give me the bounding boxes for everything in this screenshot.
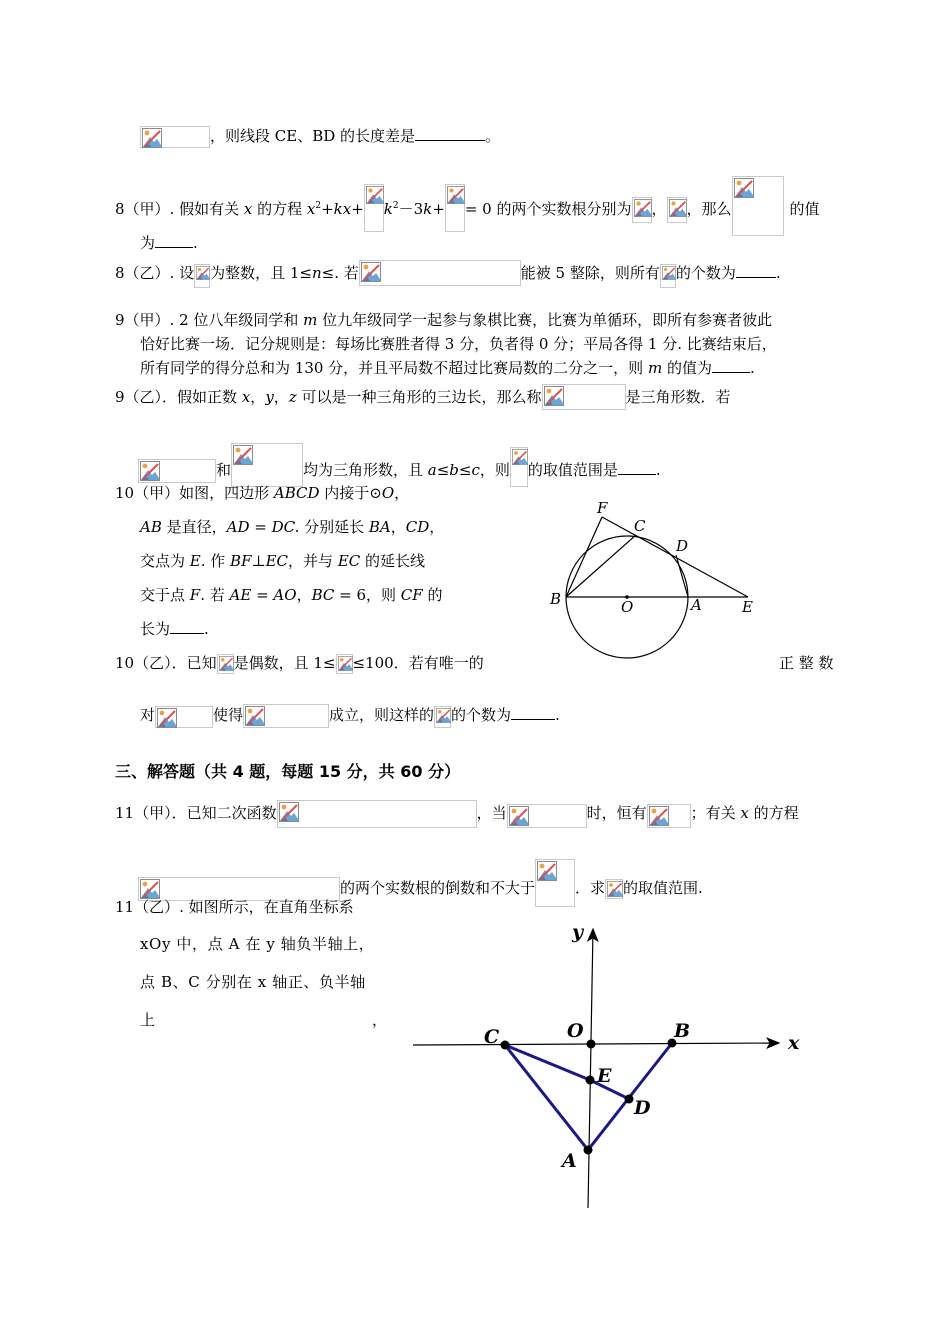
- q11b-line4: 上: [140, 1011, 156, 1029]
- q8a-line2: 为 .: [140, 234, 198, 252]
- circle-figure: [540, 494, 770, 664]
- q8a-line1: 8（甲）. 假如有关 x 的方程 $x^2+kx+$ $k^2-3k+$ = 0 的两个实数根分别为 ， ，那么 的值: [115, 176, 820, 236]
- label-a2: A: [562, 1150, 577, 1172]
- q9b-line1: 9（乙）．假如正数 x，y，z 可以是一种三角形的三边长，那么称 是三角形数．若: [115, 384, 731, 410]
- line-bf: [566, 517, 602, 597]
- label-c2: C: [484, 1026, 500, 1048]
- label-x: x: [788, 1032, 800, 1054]
- label-b: B: [550, 590, 562, 608]
- label-y: y: [572, 921, 584, 943]
- label-e2: E: [597, 1065, 612, 1087]
- broken-image-icon: [364, 184, 384, 232]
- q10b-line1-end: 正 整 数: [779, 654, 834, 672]
- point-d: [625, 1095, 634, 1104]
- broken-image-icon: [507, 804, 587, 828]
- answer-blank: [511, 705, 555, 720]
- point-o2: [587, 1040, 596, 1049]
- answer-blank: [415, 126, 485, 141]
- point-c: [501, 1041, 510, 1050]
- label-d: D: [676, 537, 689, 555]
- broken-image-icon: [535, 859, 575, 907]
- q11a-line2: 的两个实数根的倒数和不大于 ．求 的取值范围.: [138, 859, 703, 907]
- answer-blank: [712, 358, 750, 373]
- broken-image-icon: [336, 654, 353, 674]
- q10a-line1: 10（甲）如图，四边形 ABCD 内接于⊙O，: [115, 484, 410, 502]
- section-title: 三、解答题（共 4 题，每题 15 分，共 60 分）: [115, 762, 461, 781]
- broken-image-icon: [510, 447, 528, 487]
- broken-image-icon: [140, 126, 210, 148]
- q9b-line2: 和 均为三角形数，且 a≤b≤c，则 的取值范围是 .: [138, 443, 661, 487]
- label-b2: B: [674, 1020, 691, 1042]
- broken-image-icon: [243, 704, 329, 728]
- q11b-line4-comma: ，: [372, 1011, 388, 1029]
- q8b-line: 8（乙）. 设 为整数，且 1≤n≤. 若 能被 5 整除，则所有 的个数为 .: [115, 260, 781, 288]
- broken-image-icon: [660, 264, 676, 288]
- point-e: [586, 1076, 595, 1085]
- answer-blank: [170, 619, 204, 634]
- line-bc: [566, 535, 636, 597]
- q10b-line1: 10（乙）．已知 是偶数，且 1≤ ≤100．若有唯一的: [115, 654, 484, 672]
- broken-image-icon: [359, 260, 521, 286]
- broken-image-icon: [155, 706, 213, 728]
- broken-image-icon: [194, 264, 210, 288]
- label-e: E: [742, 598, 753, 616]
- q10a-line3: 交点为 E. 作 BF⊥EC，并与 EC 的延长线: [140, 552, 426, 570]
- q10a-line2: AB 是直径，AD = DC. 分别延长 BA，CD，: [140, 518, 445, 536]
- broken-image-icon: [138, 459, 216, 483]
- label-f: F: [597, 499, 608, 517]
- broken-image-icon: [605, 879, 623, 899]
- broken-image-icon: [434, 706, 451, 728]
- q9a-line3: 所有同学的得分总和为 130 分，并且平局数不超过比赛局数的二分之一，则 m 的值为 .: [140, 359, 755, 377]
- q10b-line2: 对 使得 成立，则这样的 的个数为 .: [140, 704, 560, 728]
- broken-image-icon: [667, 197, 687, 223]
- broken-image-icon: [277, 800, 477, 828]
- label-o2: O: [567, 1020, 584, 1042]
- broken-image-icon: [542, 384, 626, 410]
- label-a: A: [691, 596, 702, 614]
- broken-image-icon: [632, 197, 652, 223]
- label-d2: D: [634, 1097, 651, 1119]
- y-axis: [588, 930, 593, 1208]
- q11b-line3: 点 B、C 分别在 x 轴正、负半轴: [140, 973, 366, 991]
- q7-tail: ，则线段 CE、BD 的长度差是 。: [140, 126, 500, 148]
- q9a-line1: 9（甲）. 2 位八年级同学和 m 位九年级同学一起参与象棋比赛，比赛为单循环，即所有参赛者彼此: [115, 311, 773, 329]
- answer-blank: [155, 233, 193, 248]
- q11b-line2: xOy 中，点 A 在 y 轴负半轴上，: [140, 935, 375, 953]
- label-o: O: [621, 598, 634, 616]
- q11a-line1: 11（甲）．已知二次函数 ，当 时，恒有 ；有关 x 的方程: [115, 800, 799, 828]
- point-a: [584, 1146, 593, 1155]
- q10a-line4: 交于点 F. 若 AE = AO，BC = 6，则 CF 的: [140, 586, 443, 604]
- broken-image-icon: [217, 654, 234, 674]
- broken-image-icon: [647, 804, 691, 828]
- broken-image-icon: [445, 184, 465, 232]
- coordinate-figure: [410, 915, 810, 1215]
- broken-image-icon: [732, 176, 784, 236]
- broken-image-icon: [231, 443, 303, 487]
- q10a-line5: 长为 .: [140, 620, 209, 638]
- q9a-line2: 恰好比赛一场．记分规则是：每场比赛胜者得 3 分，负者得 0 分；平局各得 1 分. 比赛结束后，: [140, 335, 777, 353]
- answer-blank: [736, 263, 776, 278]
- answer-blank: [618, 460, 656, 475]
- label-c: C: [634, 517, 646, 535]
- line-fe: [602, 517, 748, 597]
- q11b-line1: 11（乙）. 如图所示，在直角坐标系: [115, 898, 354, 916]
